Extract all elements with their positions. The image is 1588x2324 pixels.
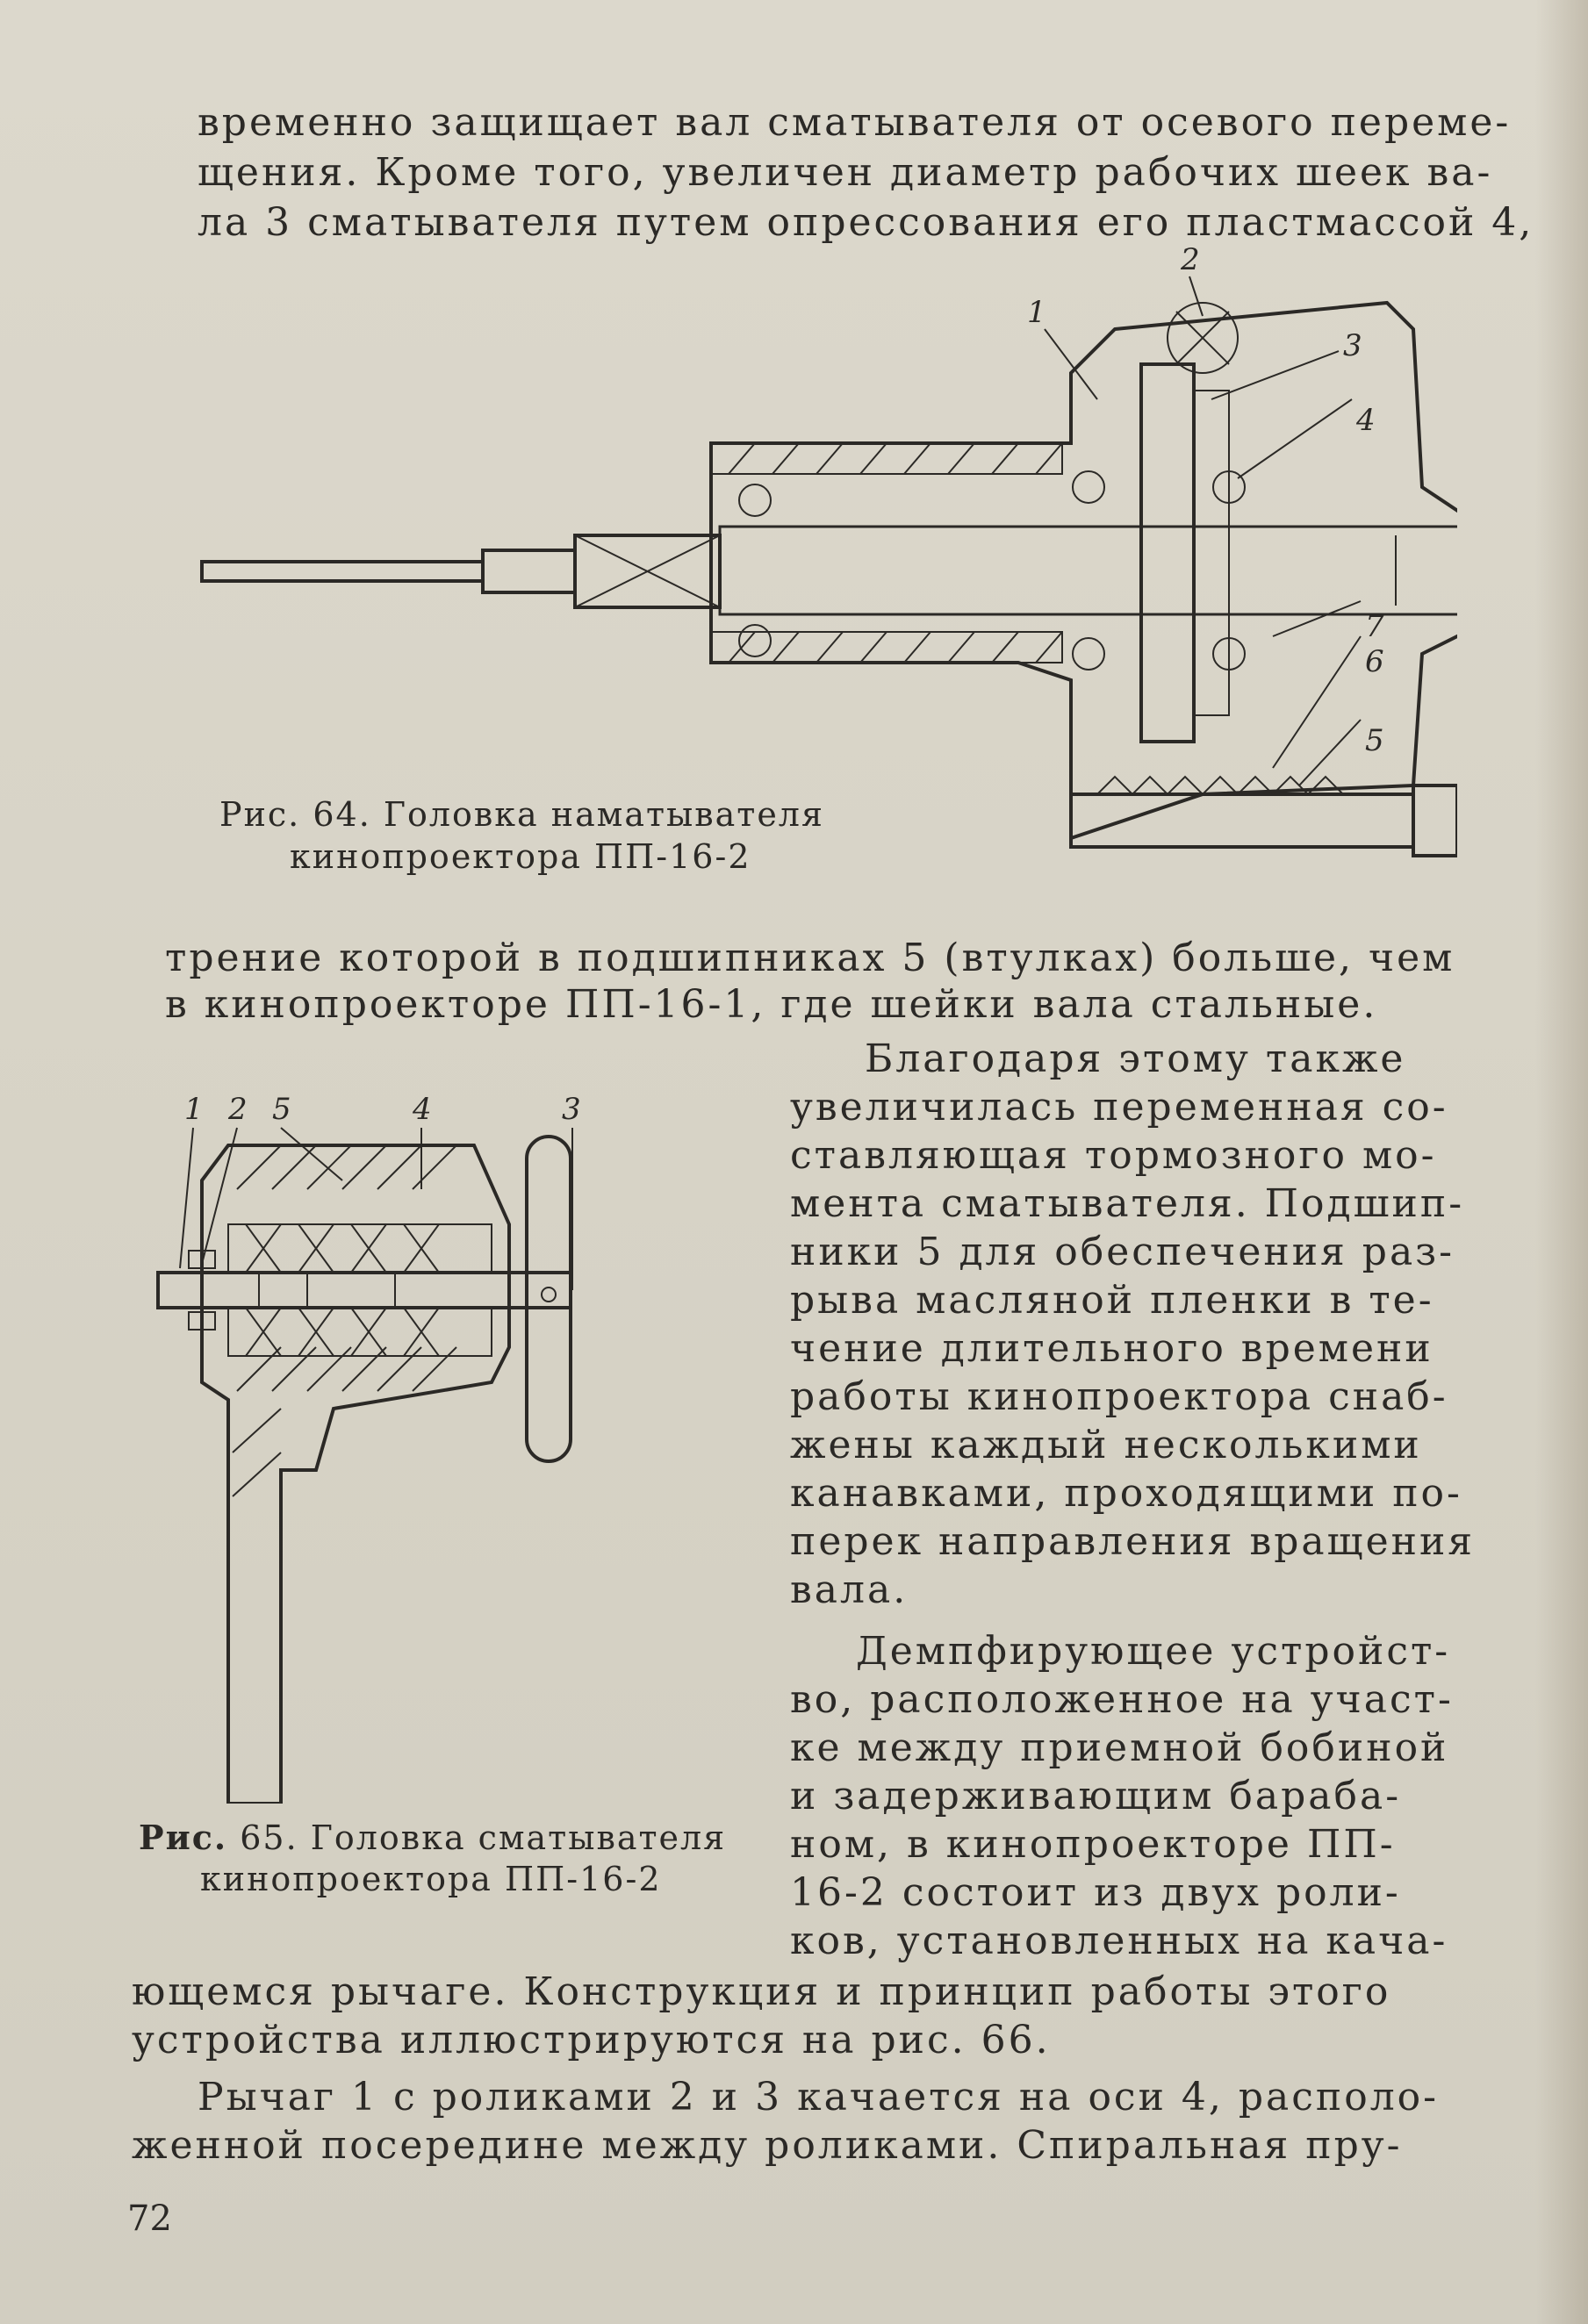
fig64-label-5: 5	[1365, 723, 1384, 758]
page-number: 72	[127, 2198, 172, 2239]
text-line: во, расположенное на участ-	[790, 1677, 1454, 1722]
text-line: увеличилась переменная со-	[790, 1085, 1448, 1130]
text-line: трение которой в подшипниках 5 (втулках) больше, чем	[165, 936, 1455, 980]
caption-text: 65. Головка сматывателя	[240, 1818, 727, 1857]
text-line: и задерживающим бараба-	[790, 1774, 1402, 1818]
fig64-label-1: 1	[1027, 295, 1046, 330]
fig64-label-3: 3	[1343, 328, 1362, 363]
figure-65-caption-line2: кинопроектора ПП-16-2	[200, 1860, 662, 1898]
text-line: Рычаг 1 с роликами 2 и 3 качается на оси 4, располо-	[198, 2075, 1440, 2120]
fig65-label-3: 3	[562, 1092, 581, 1127]
text-line: ном, в кинопроекторе ПП-	[790, 1822, 1396, 1867]
fig65-label-2: 2	[228, 1092, 248, 1127]
fig64-label-7: 7	[1365, 609, 1384, 644]
figure-64-caption-line2: кинопроектора ПП-16-2	[290, 837, 751, 876]
text-line: канавками, проходящими по-	[790, 1471, 1462, 1516]
text-line: ке между приемной бобиной	[790, 1725, 1449, 1770]
text-line: ков, установленных на кача-	[790, 1919, 1448, 1963]
text-line: Демпфирующее устройст-	[856, 1629, 1451, 1674]
figure-65-drawing	[140, 1084, 755, 1804]
page-edge-shadow	[1535, 0, 1588, 2324]
text-line: мента сматывателя. Подшип-	[790, 1181, 1465, 1226]
fig65-label-5: 5	[272, 1092, 291, 1127]
text-line: ставляющая тормозного мо-	[790, 1133, 1437, 1178]
text-line: рыва масляной пленки в те-	[790, 1278, 1434, 1323]
fig64-label-6: 6	[1365, 644, 1384, 679]
text-line: 16-2 состоит из двух роли-	[790, 1870, 1401, 1915]
text-line: жены каждый несколькими	[790, 1423, 1422, 1467]
text-line: ники 5 для обеспечения раз-	[790, 1230, 1455, 1274]
fig64-label-2: 2	[1181, 242, 1200, 277]
fig64-label-4: 4	[1356, 403, 1376, 438]
text-line: ющемся рычаге. Конструкция и принцип работы этого	[132, 1969, 1391, 2014]
figure-64-caption-line1: Рис. 64. Головка наматывателя	[219, 795, 824, 834]
text-line: в кинопроекторе ПП-16-1, где шейки вала стальные.	[165, 982, 1378, 1027]
text-line: работы кинопроектора снаб-	[790, 1374, 1448, 1419]
caption-prefix: Рис.	[139, 1818, 228, 1857]
text-line: Благодаря этому также	[865, 1036, 1406, 1081]
text-line: перек направления вращения	[790, 1519, 1476, 1564]
text-line: ла 3 сматывателя путем опрессования его пластмассой 4,	[198, 200, 1534, 245]
text-line: щения. Кроме того, увеличен диаметр рабочих шеек ва-	[198, 150, 1493, 195]
text-line: временно защищает вал сматывателя от осевого переме-	[198, 100, 1512, 145]
fig65-label-1: 1	[184, 1092, 204, 1127]
figure-65-caption-line1	[139, 1817, 726, 1860]
fig65-label-4: 4	[413, 1092, 432, 1127]
text-line: вала.	[790, 1567, 909, 1612]
text-line: чение длительного времени	[790, 1326, 1434, 1371]
text-line: женной посередине между роликами. Спиральная пру-	[132, 2123, 1403, 2168]
text-line: устройства иллюстрируются на рис. 66.	[132, 2018, 1051, 2062]
